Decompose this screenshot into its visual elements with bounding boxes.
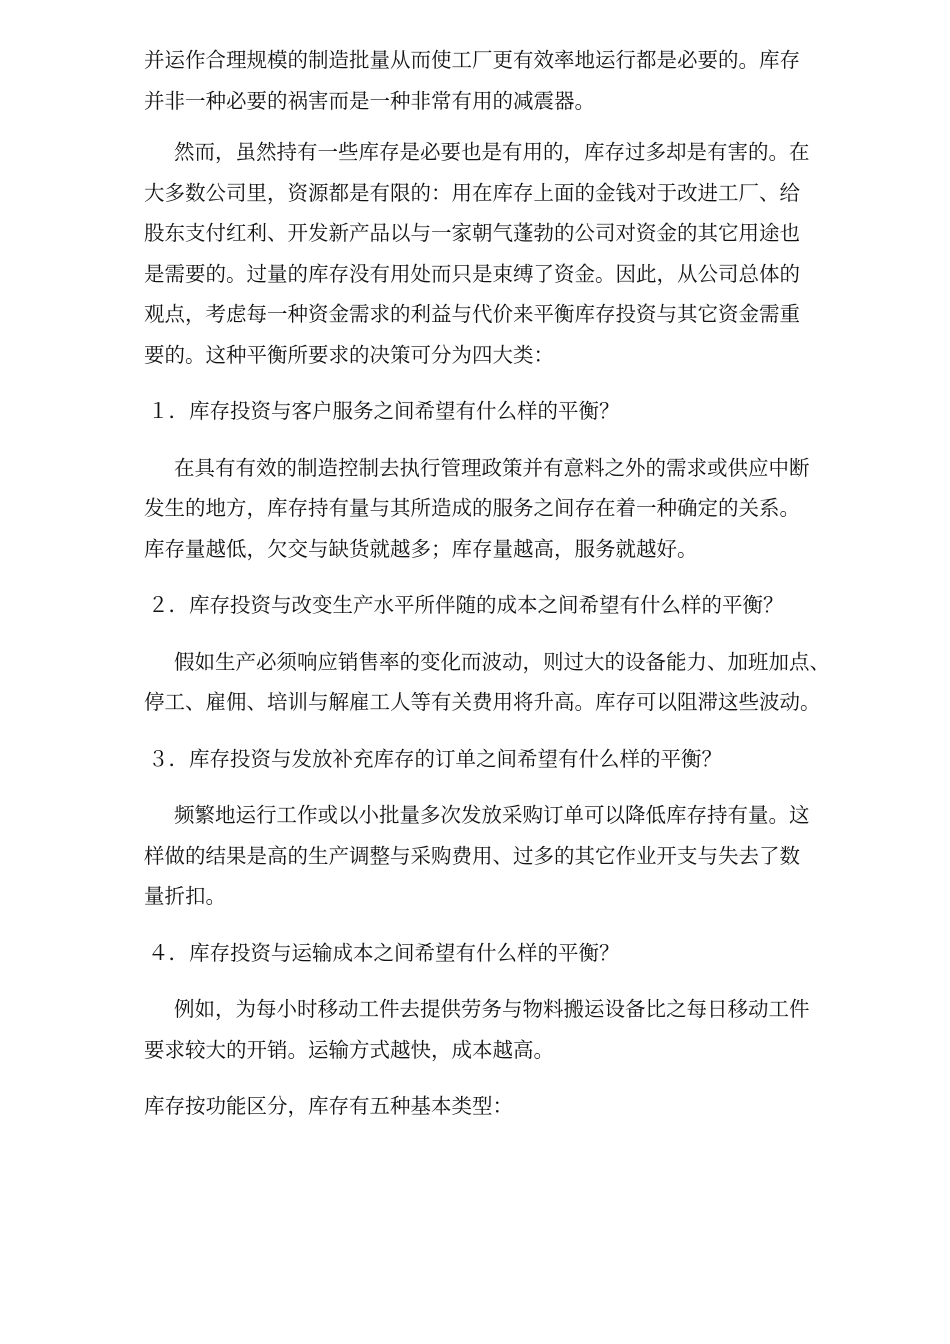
text-line: 观点，考虑每一种资金需求的利益与代价来平衡库存投资与其它资金需重 [144,302,800,326]
text-line: 然而，虽然持有一些库存是必要也是有用的，库存过多却是有害的。在 [174,140,810,164]
document-page [144,40,884,1127]
text-line: 是需要的。过量的库存没有用处而只是束缚了资金。因此，从公司总体的 [144,261,800,286]
text-line: ４．库存投资与运输成本之间希望有什么样的平衡？ [148,940,620,965]
text-line: 频繁地运行工作或以小批量多次发放采购订单可以降低库存持有量。这 [174,803,810,827]
paragraph-transport-cost [144,989,884,1070]
text-line: ２．库存投资与改变生产水平所伴随的成本之间希望有什么样的平衡？ [148,593,784,617]
text-line: 假如生产必须响应销售率的变化而波动，则过大的设备能力、加班加点、 [174,649,830,674]
paragraph-inventory-types [144,1086,884,1127]
text-line: 发生的地方，库存持有量与其所造成的服务之间存在着一种确定的关系。 [144,496,800,520]
text-line: 例如，为每小时移动工件去提供劳务与物料搬运设备比之每日移动工件 [174,997,810,1021]
text-line: 量折扣。 [144,884,226,908]
text-line: 并非一种必要的祸害而是一种非常有用的减震器。 [144,88,595,113]
text-line: ３．库存投资与发放补充库存的订单之间希望有什么样的平衡？ [148,746,722,771]
paragraph-intro-continued [144,40,884,121]
text-line: 库存量越低，欠交与缺货就越多；库存量越高，服务就越好。 [144,536,698,561]
paragraph-replenishment-orders [144,795,884,917]
question-heading-2 [144,585,884,626]
text-line: 在具有有效的制造控制去执行管理政策并有意料之外的需求或供应中断 [174,455,810,480]
question-heading-1 [144,391,884,432]
text-line: 要求较大的开销。运输方式越快，成本越高。 [144,1037,554,1062]
text-line: １．库存投资与客户服务之间希望有什么样的平衡？ [148,399,620,423]
question-heading-3 [144,739,884,780]
text-line: 股东支付红利、开发新产品以与一家朝气蓬勃的公司对资金的其它用途也 [144,221,800,245]
text-line: 要的。这种平衡所要求的决策可分为四大类： [144,342,554,367]
text-line: 停工、雇佣、培训与解雇工人等有关费用将升高。库存可以阻滞这些波动。 [144,690,821,714]
text-line: 样做的结果是高的生产调整与采购费用、过多的其它作业开支与失去了数 [144,843,800,868]
paragraph-production-level [144,642,884,723]
text-line: 库存按功能区分，库存有五种基本类型： [144,1094,513,1118]
text-line: 并运作合理规模的制造批量从而使工厂更有效率地运行都是必要的。库存 [144,48,800,72]
paragraph-excess-inventory [144,132,884,375]
question-heading-4 [144,933,884,974]
paragraph-customer-service [144,448,884,570]
text-line: 大多数公司里，资源都是有限的：用在库存上面的金钱对于改进工厂、给 [144,180,800,205]
